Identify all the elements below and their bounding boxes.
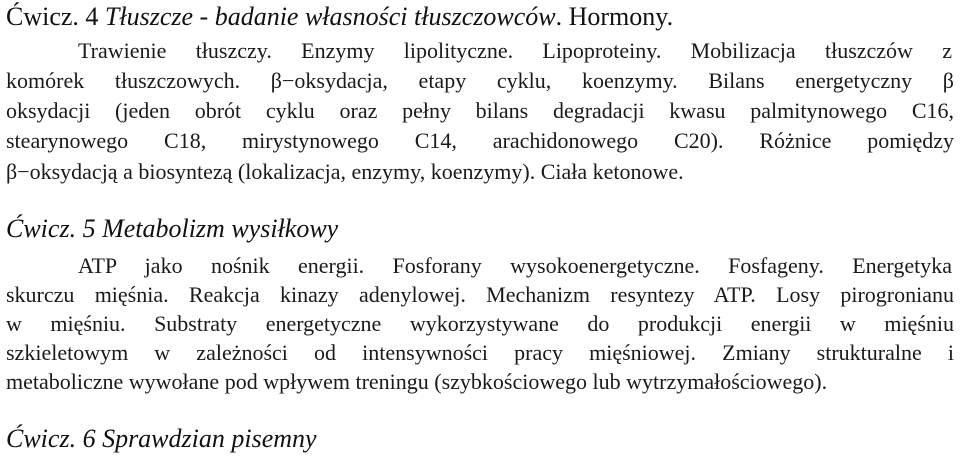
section4-heading-title: Tłuszcze - badanie własności tłuszczowców (104, 2, 556, 31)
section5-line-3: w mięśniu. Substraty energetyczne wykorzystywane do produkcji energii w mięśniu (6, 311, 954, 336)
section4-heading (6, 4, 673, 30)
section4-line-1: Trawienie tłuszczy. Enzymy lipolityczne. Lipoproteiny. Mobilizacja tłuszczów z (78, 38, 952, 63)
section5-line-4: szkieletowym w zależności od intensywności pracy mięśniowej. Zmiany strukturalne i (6, 340, 954, 365)
section4-line-3: oksydacji (jeden obrót cyklu oraz pełny bilans degradacji kwasu palmitynowego C16, (6, 98, 954, 123)
section4-heading-suffix: . Hormony. (555, 2, 674, 31)
section5-line-5: metaboliczne wywołane pod wpływem treningu (szybkościowego lub wytrzymałościowego). (6, 369, 828, 394)
section4-heading-prefix: Ćwicz. 4 (6, 2, 105, 31)
section4-line-5: β−oksydacją a biosyntezą (lokalizacja, enzymy, koenzymy). Ciała ketonowe. (6, 159, 684, 184)
section4-line-2: komórek tłuszczowych. β−oksydacja, etapy cyklu, koenzymy. Bilans energetyczny β (6, 68, 954, 93)
section6-heading: Ćwicz. 6 Sprawdzian pisemny (6, 424, 317, 453)
section5-line-2: skurczu mięśnia. Reakcja kinazy adenylowej. Mechanizm resyntezy ATP. Losy pirogronianu (6, 282, 954, 307)
section4-line-4: stearynowego C18, mirystynowego C14, arachidonowego C20). Różnice pomiędzy (6, 128, 954, 153)
section5-line-1: ATP jako nośnik energii. Fosforany wysokoenergetyczne. Fosfageny. Energetyka (78, 253, 952, 278)
section5-heading: Ćwicz. 5 Metabolizm wysiłkowy (6, 214, 339, 243)
